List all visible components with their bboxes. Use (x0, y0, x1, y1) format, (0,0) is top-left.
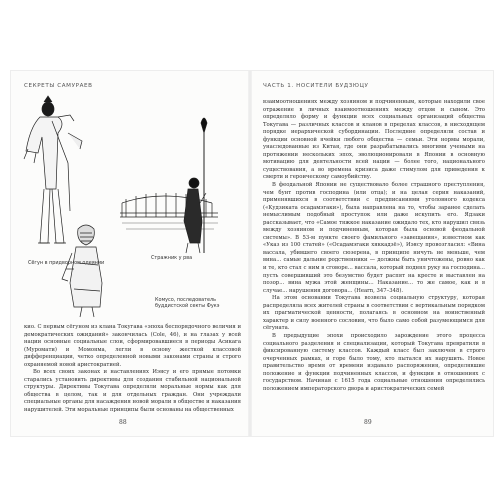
left-running-head: СЕКРЕТЫ САМУРАЕВ (24, 83, 93, 89)
left-page (14, 71, 247, 436)
book-gutter (248, 71, 252, 436)
caption-samurai: Сёгун в придворном одеянии (28, 260, 105, 266)
caption-monk: Комусо, последователь буддистской секты Фукэ (155, 297, 220, 309)
illustrations (22, 93, 244, 319)
caption-guard: Стражник у рва (151, 255, 193, 261)
right-paragraph-1: взаимоотношениях между хозяином и подчиненным, которые находили свое отражение в личных взаимоотношениях между отцом и сыном. Это определяло форму и функции всех социальных организаций общества Токугава — различных классов и кланов в пределах классов, в нисходящем порядке иерархической субординации. Последние определяли состав и функции основной ячейки любого общества — семьи. Эти нормы морали, унаследованные из Китая, где они разрабатывались многими учеными на протяжении нескольких эпох, эволюционировали в Японии в основную мотивацию для деятельности всей нации — более того, национального существования, а во времена кризиса даже стимулом для приведения к смерти и героическому самоубийству. (263, 99, 485, 181)
right-page-number: 89 (364, 419, 372, 426)
right-page (253, 71, 491, 436)
illustrations-drawing (22, 93, 244, 319)
komuso-monk-illustration (62, 225, 102, 317)
left-body-text (24, 324, 241, 415)
right-paragraph-4: В предыдущие эпохи происходило зарождение этого процесса социального разделения и специализации, который Токугава превратили в фиксированную систему классов. Каждый класс был заключен в строго очерченных рамках, и горе было тому, кто пытался их нарушить. Новое правительство время от времени издавало распоряжения, определявшие положение и функции подчиненных классов, и функции в отношениях с государством. Начиная с 1615 года социальные отношения определялись положением императорского двора и аристократических семей (263, 332, 485, 392)
guard-bridge-illustration (120, 118, 218, 253)
right-paragraph-2: В феодальной Японии не существовало более страшного преступления, чем бунт против господина (или отца); и на целая серия наказаний, применявшихся в соответствии с предписаниями уголовного кодекса («Кудзиката осадамэгаки»), была направлена на то, чтобы заранее сделать немыслимым подобный проступок или даже искупить его. Ядзаки рассказывает, что «Самое тяжкое наказание ожидало тех, кто нарушил связь между хозяином и подчиненным, которая была основой феодальной системы». В 53-м пункте своего фамильного «завещания», известном как «Указ из 100 статей» («Осадамэгаки хяккадзё»), Иэясу провозгласил: «Вина вассала, убившего своего сюзерена, в принципе ничуть не меньше, чем вина... самые дальние родственники — должны быть уничтожены, ровно как и те, кто стал с ним в сговоре... вассала, который поднял руку на господина... пусть совершивший это безумство будет распят на кресте и выставлен на позор... вина мужа этой женщины... Наказание... то же самое, как и в случае... нарушения договора... (Hearn, 347–348). (263, 182, 485, 294)
right-running-head: ЧАСТЬ 1. НОСИТЕЛИ БУДЗЮЦУ (263, 83, 369, 89)
right-paragraph-3: На этом основании Токугава возвела социальную структуру, которая распределяла всех жителей страны в соответствии с вертикальным порядком их прагматической ценности, полагаясь в основном на воинственный характер и силу военного сословия, что было само собой разумеющимся для сёгуната. (263, 295, 485, 332)
left-paragraph-2: Во всех своих законах и наставлениях Иэясу и его прямые потомки старались установить директивы для создания стабильной национальной структуры. Директивы Токугава определяли моральные нормы как для общества в целом, так и для отдельных граждан. Они учреждали специальные органы для насаждения новой морали в обществе и наказания нарушителей. Эти моральные принципы были основаны на общественных (24, 369, 241, 414)
right-body-text (263, 99, 485, 393)
samurai-figure-illustration (24, 96, 82, 243)
left-page-number: 88 (119, 419, 127, 426)
left-paragraph-1: кио. С первым сёгуном из клана Токугава «эпоха беспорядочного величия и демократических ожиданий» закончилась (Cole, 46), и на глазах у всей нации основные социальные слои, сформировавшиеся в периоды Асикага (Муромати) и Момояма, легли в основу жесткой классовой дифференциации, четко определенной новыми законами страны и строго охраняемой новой аристократией. (24, 324, 241, 368)
